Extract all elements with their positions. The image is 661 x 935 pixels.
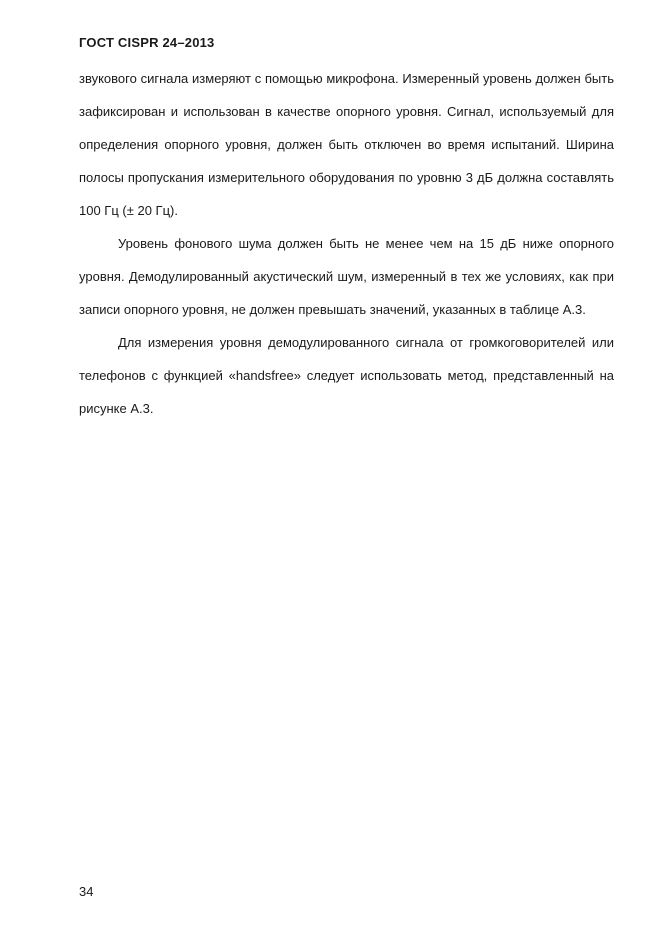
- paragraph: Для измерения уровня демодулированного сигнала от громкоговорителей или телефонов с функцией «handsfree» следует использовать метод, представленный на рисунке А.3.: [79, 335, 614, 416]
- document-header: ГОСТ CISPR 24–2013: [79, 35, 215, 50]
- document-body: [79, 62, 614, 425]
- page-number: 34: [79, 884, 94, 899]
- paragraph: Уровень фонового шума должен быть не менее чем на 15 дБ ниже опорного уровня. Демодулированный акустический шум, измеренный в тех же условиях, как при записи опорного уровня, не должен превышать значений, указанных в таблице А.3.: [79, 236, 614, 317]
- paragraph: звукового сигнала измеряют с помощью микрофона. Измеренный уровень должен быть зафиксирован и использован в качестве опорного уровня. Сигнал, используемый для определения опорного уровня, должен быть отключен во время испытаний. Ширина полосы пропускания измерительного оборудования по уровню 3 дБ должна составлять 100 Гц (± 20 Гц).: [79, 71, 614, 218]
